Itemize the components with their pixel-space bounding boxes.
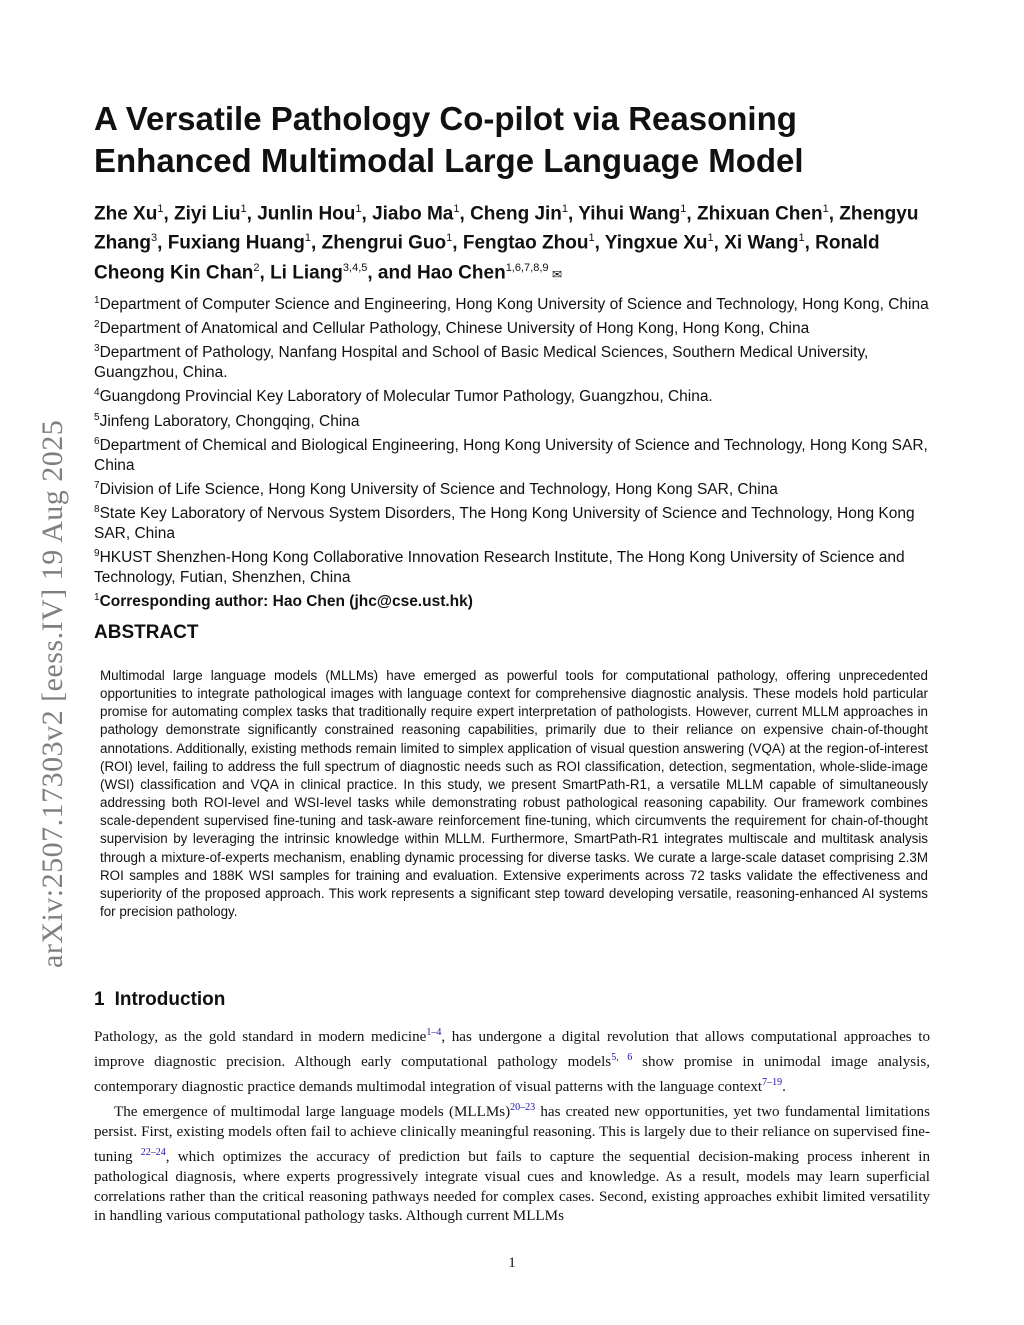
affiliation-text: Jinfeng Laboratory, Chongqing, China [99,412,360,430]
affiliation-number: 7 [94,479,100,491]
author-separator: , [686,203,697,225]
affiliation-number: 4 [94,387,100,399]
author-affiliation-marker: 1 [707,232,714,245]
author-separator: , [568,203,579,225]
author-separator: , [713,232,725,254]
text-run: The emergence of multimodal large language models (MLLMs) [114,1103,511,1120]
author-affiliation-marker: 1 [680,203,687,215]
author-affiliation-marker: 1 [561,203,569,215]
author-name: Yihui Wang [578,203,681,225]
envelope-icon[interactable]: ✉ [548,266,562,281]
author-affiliation-marker: 1 [588,232,595,245]
affiliation-text: Department of Computer Science and Engineering, Hong Kong University of Science and Technology, Hong Kong, China [99,296,929,314]
text-run: show promise in unimodal image analysis, contemporary diagnostic practice demands multimodal integration of visual patterns with the language context [94,1053,931,1095]
affiliation-item [94,383,939,407]
affiliation-text: HKUST Shenzhen-Hong Kong Collaborative Innovation Research Institute, The Hong Kong University of Science and Technology, Futian, Shenzhen, China [94,549,905,587]
page-number: 1 [508,1255,516,1271]
citation-link[interactable]: 20–23 [510,1101,536,1113]
text-run: Pathology, as the gold standard in modern medicine [94,1029,427,1046]
author-name: Ziyi Liu [174,203,241,225]
affiliation-text: Division of Life Science, Hong Kong University of Science and Technology, Hong Kong SAR, China [99,481,778,499]
author-name: Ronald Cheong Kin Chan [94,232,880,283]
citation-link[interactable]: 7–19 [762,1076,783,1088]
author-affiliation-marker: 3 [151,232,158,245]
citation-link[interactable]: 1–4 [426,1027,442,1038]
text-run: has created new opportunities, yet two fundamental limitations persist. First, existing models often fail to achieve clinically meaningful reasoning. This is largely due to their reliance on supervised fine-tuning [94,1103,930,1165]
author-affiliation-marker: 1 [446,232,453,245]
affiliation-item [94,291,939,315]
author-name: Fengtao Zhou [462,232,589,254]
author-separator: , [246,203,258,225]
affiliation-number: 6 [94,435,100,447]
affiliation-item [94,544,939,588]
author-name: Zhengrui Guo [321,232,447,254]
author-separator: , [452,232,463,254]
corresponding-author-text: Corresponding author: Hao Chen (jhc@cse.ust.hk) [99,593,473,611]
section-title: Introduction [114,989,226,1010]
author-affiliation-marker: 1 [355,203,362,215]
author-affiliation-marker: 1 [822,203,829,215]
citation-link[interactable]: 22–24 [140,1146,166,1158]
author-name: Zhengyu Zhang [94,203,919,254]
affiliation-list [94,291,939,613]
affiliation-item [94,432,939,476]
abstract-body: Multimodal large language models (MLLMs) have emerged as powerful tools for computational pathology, offering unprecedented opportunities to integrate pathological images with language context for comprehensive diagnostic analysis. These models hold particular promise for automating complex tasks that traditionally require expert interpretation of pathologists. However, current MLLM approaches in pathology demonstrate significantly constrained reasoning capabilities, primarily due to their reliance on expensive chain-of-thought annotations. Additionally, existing methods remain limited to simplex application of visual question answering (VQA) at the region-of-interest (ROI) level, failing to address the full spectrum of diagnostic needs such as ROI classification, detection, segmentation, whole-slide-image (WSI) classification and VQA in clinical practice. In this study, we present SmartPath-R1, a versatile MLLM capable of simultaneously addressing both ROI-level and WSI-level tasks while demonstrating robust pathological reasoning capability. Our framework combines scale-dependent supervised fine-tuning and task-aware reinforcement fine-tuning, which circumvents the requirement for chain-of-thought supervision by leveraging the intrinsic knowledge within MLLM. Furthermore, SmartPath-R1 integrates multiscale and multitask analysis through a mixture-of-experts mechanism, enabling dynamic processing for diverse tasks. We curate a large-scale dataset comprising 2.3M ROI samples and 188K WSI samples for training and evaluation. Extensive experiments across 72 tasks validate the effectiveness and superiority of the proposed approach. This work represents a significant step toward developing versatile, reasoning-enhanced AI systems for precision pathology. [100,668,928,920]
affiliation-number: 2 [94,319,100,331]
affiliation-item [94,476,939,500]
author-name: Yingxue Xu [604,232,708,254]
affiliation-text: Department of Pathology, Nanfang Hospital and School of Basic Medical Sciences, Southern Medical University, Guangzhou, China. [94,344,869,382]
affiliation-item [94,315,939,339]
author-affiliation-marker: 1,6,7,8,9 [505,261,549,274]
affiliation-text: Department of Chemical and Biological Engineering, Hong Kong University of Science and Technology, Hong Kong SAR, China [94,436,928,474]
author-separator: , [804,232,816,254]
author-affiliation-marker: 1 [453,203,460,215]
author-name: Li Liang [270,261,343,283]
author-name: Jiabo Ma [372,203,454,225]
affiliation-text: Department of Anatomical and Cellular Pathology, Chinese University of Hong Kong, Hong Kong, China [99,320,810,338]
author-name: Zhe Xu [94,203,158,225]
affiliation-text: Guangdong Provincial Key Laboratory of Molecular Tumor Pathology, Guangzhou, China. [99,388,713,406]
affiliation-number: 1 [94,295,100,306]
section-heading-introduction [94,989,225,1011]
section-number: 1 [94,989,105,1010]
author-separator: , [259,261,271,283]
author-name: Junlin Hou [257,203,356,225]
affiliation-number: 9 [94,548,100,560]
author-separator: , [459,203,471,225]
author-affiliation-marker: 3,4,5 [342,261,368,274]
author-separator: , [828,203,840,225]
author-name: Xi Wang [724,232,799,254]
author-affiliation-marker: 1 [157,203,164,215]
abstract-heading: ABSTRACT [94,622,199,643]
author-name: Fuxiang Huang [167,232,305,254]
intro-paragraph-2 [94,1098,930,1228]
affiliation-number: 3 [94,343,100,355]
author-list [94,197,939,286]
author-name: Zhixuan Chen [696,203,823,225]
text-run: , which optimizes the accuracy of prediction but fails to capture the sequential decision-making process inherent in pathological diagnosis, where experts progressively integrate visual cues and knowledge. As a result, models may learn superficial correlations rather than the critical reasoning pathways needed for complex cases. Second, existing approaches exhibit limited versatility in handling various computational pathology tasks. Although current MLLMs [94,1148,930,1225]
author-affiliation-marker: 2 [253,261,260,274]
intro-paragraph-1 [94,1023,930,1098]
author-separator: , and [367,261,417,283]
citation-link[interactable]: 5, 6 [611,1051,633,1063]
arxiv-identifier-stamp: arXiv:2507.17303v2 [eess.IV] 19 Aug 2025 [36,419,69,968]
author-name: Cheng Jin [470,203,562,225]
author-name: Hao Chen [417,261,506,283]
author-affiliation-marker: 1 [798,232,805,245]
text-run: , has undergone a digital revolution that allows computational approaches to improve diagnostic precision. Although early computational pathology models [94,1029,930,1070]
paper-title: A Versatile Pathology Co-pilot via Reasoning Enhanced Multimodal Large Language Model [94,100,804,179]
author-separator: , [163,203,175,225]
author-separator: , [157,232,168,254]
author-affiliation-marker: 1 [304,232,312,245]
text-run: . [782,1078,786,1095]
affiliation-number: 5 [94,411,100,423]
author-separator: , [594,232,605,254]
affiliation-number: 8 [94,504,100,516]
affiliation-text: State Key Laboratory of Nervous System Disorders, The Hong Kong University of Science and Technology, Hong Kong SAR, China [94,505,915,543]
corresponding-author-line [94,588,939,612]
introduction-body [94,1023,930,1227]
author-separator: , [311,232,322,254]
author-affiliation-marker: 1 [240,203,247,215]
affiliation-item [94,500,939,544]
affiliation-item [94,408,939,432]
corresponding-marker: 1 [94,592,100,604]
affiliation-item [94,339,939,383]
author-separator: , [361,203,373,225]
